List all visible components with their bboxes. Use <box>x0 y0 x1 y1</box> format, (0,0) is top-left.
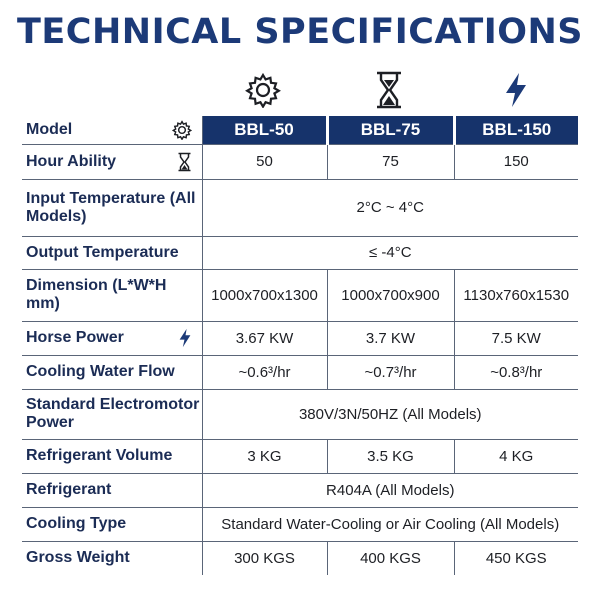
row-label: Horse Power <box>22 321 202 355</box>
cell: 3 KG <box>202 439 327 473</box>
table-row-gross-weight <box>22 541 578 575</box>
row-label: Refrigerant Volume <box>22 439 202 473</box>
cell: 4 KG <box>454 439 578 473</box>
table-row-electromotor-power <box>22 389 578 439</box>
cell: 50 <box>202 144 327 179</box>
cell: 3.67 KW <box>202 321 327 355</box>
row-label: Model <box>22 116 202 144</box>
cell: ~0.8³/hr <box>454 355 578 389</box>
gear-icon <box>172 120 192 140</box>
cell: 1000x700x900 <box>327 269 454 321</box>
cell: 380V/3N/50HZ (All Models) <box>202 389 578 439</box>
cell: 3.5 KG <box>327 439 454 473</box>
model-bbl-75: BBL-75 <box>327 116 454 144</box>
row-label: Hour Ability <box>22 144 202 179</box>
table-row-input-temperature <box>22 179 578 236</box>
page-title: TECHNICAL SPECIFICATIONS <box>17 12 583 52</box>
row-label: Cooling Type <box>22 507 202 541</box>
gear-icon <box>243 68 283 112</box>
hourglass-icon <box>177 152 192 172</box>
cell: 400 KGS <box>327 541 454 575</box>
cell: 75 <box>327 144 454 179</box>
table-row-hour-ability <box>22 144 578 179</box>
row-label: Gross Weight <box>22 541 202 575</box>
cell: R404A (All Models) <box>202 473 578 507</box>
cell: Standard Water-Cooling or Air Cooling (All Models) <box>202 507 578 541</box>
hourglass-icon <box>369 68 409 112</box>
cell: 2°C ~ 4°C <box>202 179 578 236</box>
row-label: Output Temperature <box>22 236 202 269</box>
table-row-horse-power <box>22 321 578 355</box>
table-row-refrigerant-volume <box>22 439 578 473</box>
model-bbl-150: BBL-150 <box>454 116 578 144</box>
cell: 3.7 KW <box>327 321 454 355</box>
cell: 450 KGS <box>485 549 547 567</box>
table-row-cooling-type <box>22 507 578 541</box>
row-label: Dimension (L*W*H mm) <box>22 269 202 321</box>
lightning-icon <box>496 68 536 112</box>
cell: 7.5 KW <box>454 321 578 355</box>
cell: 300 KGS <box>202 541 327 575</box>
cell: ~0.6³/hr <box>202 355 327 389</box>
model-bbl-50: BBL-50 <box>202 116 327 144</box>
spec-table <box>22 116 578 575</box>
row-label: Cooling Water Flow <box>22 355 202 389</box>
table-row-cooling-water-flow <box>22 355 578 389</box>
table-row-dimension <box>22 269 578 321</box>
cell: 150 <box>454 144 578 179</box>
lightning-icon <box>178 328 192 348</box>
cell: ~0.7³/hr <box>327 355 454 389</box>
table-row-model <box>22 116 578 144</box>
cell: ≤ -4°C <box>202 236 578 269</box>
row-label: Refrigerant <box>22 473 202 507</box>
table-row-output-temperature <box>22 236 578 269</box>
cell: 1130x760x1530 <box>454 269 578 321</box>
row-label: Input Temperature (All Models) <box>22 179 202 236</box>
table-row-refrigerant <box>22 473 578 507</box>
row-label: Standard Electromotor Power <box>22 389 202 439</box>
cell: 1000x700x1300 <box>202 269 327 321</box>
